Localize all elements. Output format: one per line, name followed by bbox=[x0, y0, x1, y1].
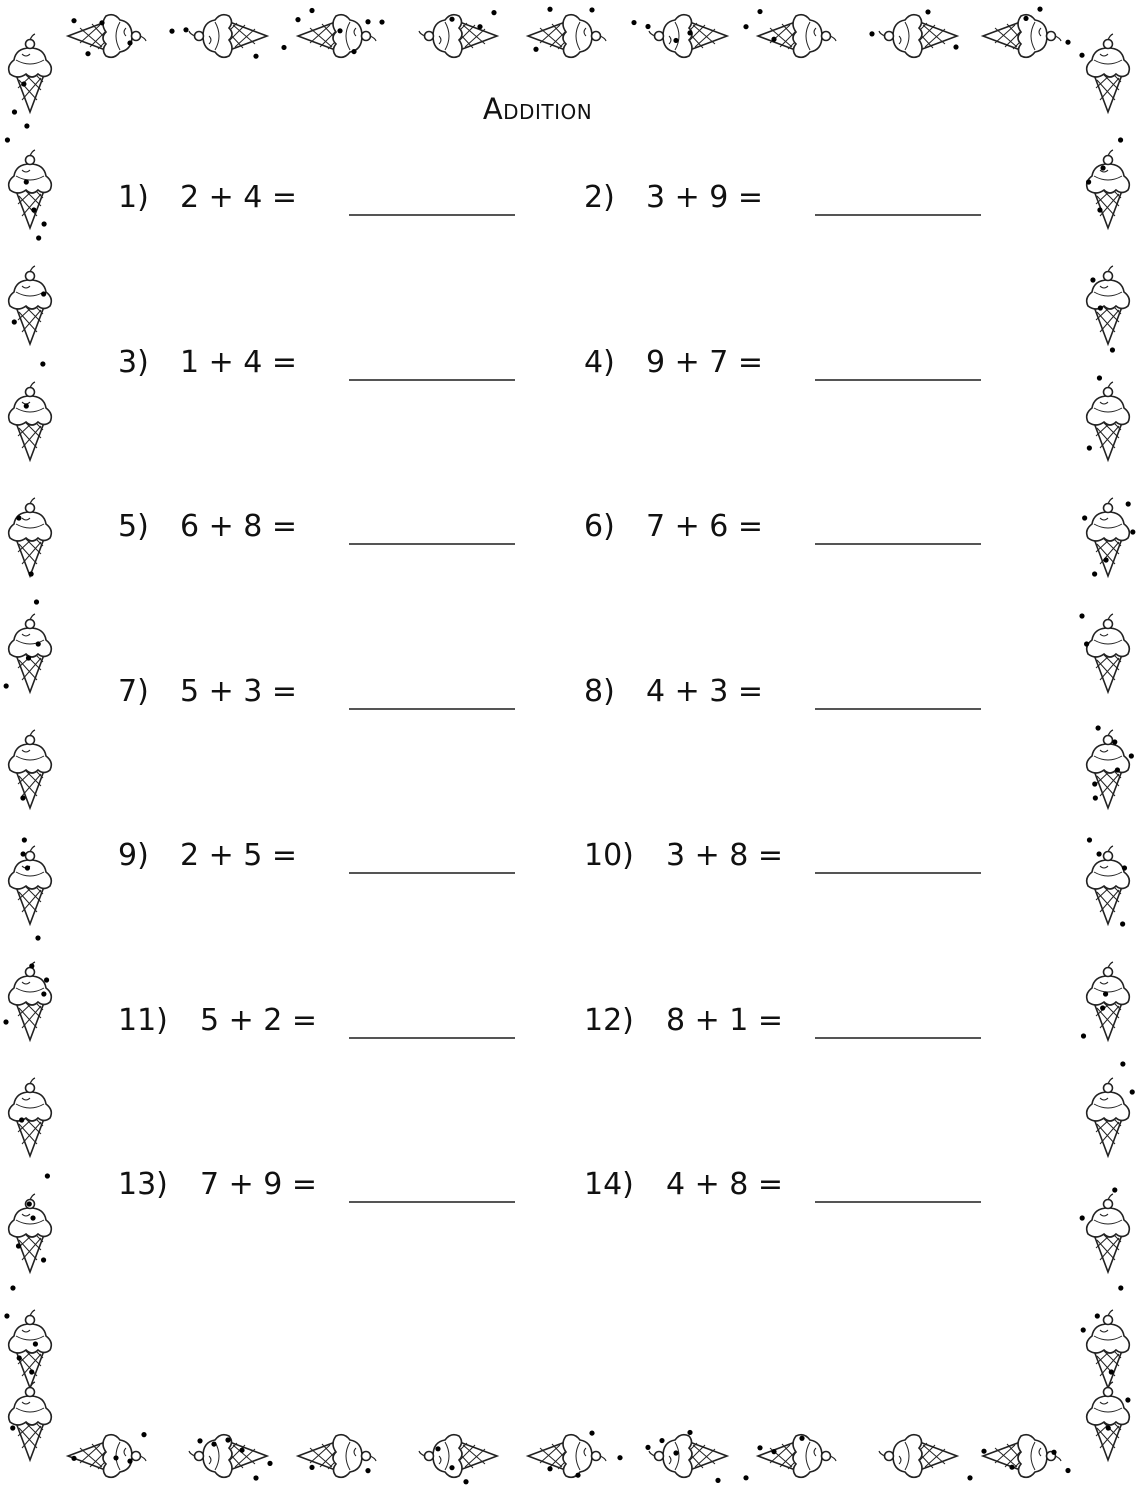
polka-dot bbox=[33, 1341, 38, 1346]
polka-dot bbox=[295, 17, 300, 22]
polka-dot bbox=[1130, 1089, 1135, 1094]
polka-dot bbox=[1100, 1005, 1105, 1010]
ice-cream-cone-icon bbox=[1087, 150, 1130, 228]
polka-dot bbox=[645, 24, 650, 29]
polka-dot bbox=[379, 19, 384, 24]
polka-dot bbox=[4, 1313, 9, 1318]
answer-blank[interactable] bbox=[349, 1037, 515, 1039]
polka-dot bbox=[1118, 137, 1123, 142]
polka-dot bbox=[5, 137, 10, 142]
polka-dot bbox=[1095, 1313, 1100, 1318]
polka-dot bbox=[1023, 16, 1028, 21]
problem-expression: 7 + 6 = bbox=[646, 509, 764, 544]
polka-dot bbox=[673, 1450, 678, 1455]
ice-cream-cone-icon bbox=[528, 15, 606, 58]
polka-dot bbox=[547, 1466, 552, 1471]
answer-blank[interactable] bbox=[349, 214, 515, 216]
ice-cream-cone-icon bbox=[298, 1435, 376, 1478]
answer-blank[interactable] bbox=[815, 872, 981, 874]
polka-dot bbox=[29, 1369, 34, 1374]
polka-dot bbox=[1082, 515, 1087, 520]
problem-number: 3) bbox=[118, 344, 149, 380]
polka-dot bbox=[1125, 1397, 1130, 1402]
polka-dot bbox=[12, 319, 17, 324]
ice-cream-cone-icon bbox=[298, 15, 376, 58]
polka-dot bbox=[1120, 1061, 1125, 1066]
ice-cream-cone-icon bbox=[879, 1435, 957, 1478]
polka-dot bbox=[967, 1475, 972, 1480]
polka-dot bbox=[3, 1019, 8, 1024]
polka-dot bbox=[351, 49, 356, 54]
polka-dot bbox=[41, 221, 46, 226]
problem-number: 14) bbox=[584, 1167, 634, 1202]
polka-dot bbox=[757, 9, 762, 14]
polka-dot bbox=[1096, 725, 1101, 730]
polka-dot bbox=[183, 27, 188, 32]
problem-number: 8) bbox=[584, 673, 615, 709]
polka-dot bbox=[1109, 1369, 1114, 1374]
polka-dot bbox=[1096, 851, 1101, 856]
polka-dot bbox=[10, 1425, 15, 1430]
polka-dot bbox=[26, 655, 31, 660]
polka-dot bbox=[45, 1173, 50, 1178]
polka-dot bbox=[10, 1285, 15, 1290]
polka-dot bbox=[463, 1479, 468, 1484]
ice-cream-cone-icon bbox=[1087, 1078, 1130, 1156]
polka-dot bbox=[659, 1438, 664, 1443]
answer-blank[interactable] bbox=[349, 1201, 515, 1203]
polka-dot bbox=[757, 1445, 762, 1450]
polka-dot bbox=[20, 795, 25, 800]
problem-expression: 2 + 5 = bbox=[180, 838, 298, 873]
polka-dot bbox=[1118, 1285, 1123, 1290]
polka-dot bbox=[41, 291, 46, 296]
polka-dot bbox=[449, 17, 454, 22]
polka-dot bbox=[1126, 501, 1131, 506]
ice-cream-cone-icon bbox=[649, 15, 727, 58]
polka-dot bbox=[1110, 347, 1115, 352]
polka-dot bbox=[85, 51, 90, 56]
polka-dot bbox=[113, 1455, 118, 1460]
problem-number: 6) bbox=[584, 509, 615, 544]
polka-dot bbox=[589, 7, 594, 12]
ice-cream-cone-icon bbox=[758, 1435, 836, 1478]
answer-blank[interactable] bbox=[349, 379, 515, 381]
answer-blank[interactable] bbox=[815, 708, 981, 710]
polka-dot bbox=[4, 683, 9, 688]
polka-dot bbox=[127, 40, 132, 45]
polka-dot bbox=[225, 1437, 230, 1442]
problem-number: 13) bbox=[118, 1167, 168, 1202]
polka-dot bbox=[24, 179, 29, 184]
polka-dot bbox=[1103, 557, 1108, 562]
polka-dot bbox=[1079, 613, 1084, 618]
polka-dot bbox=[1130, 529, 1135, 534]
polka-dot bbox=[743, 24, 748, 29]
polka-dot bbox=[253, 1475, 258, 1480]
polka-dot bbox=[337, 28, 342, 33]
polka-dot bbox=[1084, 641, 1089, 646]
problem-number: 1) bbox=[118, 180, 149, 215]
polka-dot bbox=[771, 37, 776, 42]
polka-dot bbox=[491, 10, 496, 15]
polka-dot bbox=[631, 20, 636, 25]
polka-dot bbox=[253, 54, 258, 59]
polka-dot bbox=[575, 1473, 580, 1478]
polka-dot bbox=[17, 1355, 22, 1360]
problem-number: 11) bbox=[118, 1002, 168, 1038]
polka-dot bbox=[1106, 1425, 1111, 1430]
polka-dot bbox=[1051, 1450, 1056, 1455]
problem-number: 12) bbox=[584, 1002, 634, 1038]
answer-blank[interactable] bbox=[815, 543, 981, 545]
polka-dot bbox=[1086, 179, 1091, 184]
ice-cream-cone-icon bbox=[1087, 614, 1130, 692]
polka-dot bbox=[71, 1456, 76, 1461]
ice-cream-cone-icon bbox=[419, 1435, 497, 1478]
ice-cream-cone-icon bbox=[983, 15, 1061, 58]
polka-dot bbox=[16, 515, 21, 520]
ice-cream-cone-icon bbox=[1087, 1310, 1130, 1388]
polka-dot bbox=[617, 1455, 622, 1460]
polka-dot bbox=[25, 865, 30, 870]
polka-dot bbox=[21, 851, 26, 856]
polka-dot bbox=[1081, 1327, 1086, 1332]
polka-dot bbox=[365, 1468, 370, 1473]
polka-dot bbox=[29, 963, 34, 968]
polka-dot bbox=[239, 1448, 244, 1453]
problem-expression: 4 + 8 = bbox=[666, 1167, 784, 1202]
problem-expression: 5 + 3 = bbox=[180, 673, 298, 709]
polka-dot bbox=[44, 977, 49, 982]
polka-dot bbox=[1087, 445, 1092, 450]
polka-dot bbox=[1092, 571, 1097, 576]
polka-dot bbox=[267, 1461, 272, 1466]
problem-expression: 3 + 9 = bbox=[646, 180, 764, 215]
polka-dot bbox=[435, 1446, 440, 1451]
polka-dot bbox=[36, 235, 41, 240]
polka-dot bbox=[1087, 837, 1092, 842]
polka-dot bbox=[36, 641, 41, 646]
problem-number: 5) bbox=[118, 509, 149, 544]
problem-number: 2) bbox=[584, 180, 615, 215]
problem-number: 10) bbox=[584, 838, 634, 873]
polka-dot bbox=[30, 1215, 35, 1220]
ice-cream-cone-icon bbox=[9, 846, 52, 924]
answer-blank[interactable] bbox=[349, 543, 515, 545]
polka-dot bbox=[211, 1441, 216, 1446]
ice-cream-cone-icon bbox=[1087, 382, 1130, 460]
ice-cream-cone-icon bbox=[68, 15, 146, 58]
polka-dot bbox=[34, 599, 39, 604]
ice-cream-cone-icon bbox=[9, 962, 52, 1040]
polka-dot bbox=[687, 1430, 692, 1435]
polka-dot bbox=[141, 1432, 146, 1437]
ice-cream-cone-icon bbox=[9, 382, 52, 460]
polka-dot bbox=[799, 1436, 804, 1441]
ice-cream-cone-icon bbox=[9, 1078, 52, 1156]
ice-cream-cone-icon bbox=[9, 498, 52, 576]
polka-dot bbox=[169, 28, 174, 33]
polka-dot bbox=[869, 31, 874, 36]
problem-expression: 6 + 8 = bbox=[180, 509, 298, 544]
ice-cream-cone-icon bbox=[1087, 1194, 1130, 1272]
polka-dot bbox=[673, 38, 678, 43]
polka-dot bbox=[29, 571, 34, 576]
polka-dot bbox=[1100, 165, 1105, 170]
problem-expression: 8 + 1 = bbox=[666, 1002, 784, 1038]
ice-cream-cone-icon bbox=[1087, 730, 1130, 808]
ice-cream-cone-icon bbox=[879, 15, 957, 58]
polka-dot bbox=[1098, 305, 1103, 310]
ice-cream-cone-icon bbox=[983, 1435, 1061, 1478]
polka-dot bbox=[953, 44, 958, 49]
polka-dot bbox=[1090, 277, 1095, 282]
polka-dot bbox=[981, 1449, 986, 1454]
ice-cream-cone-icon bbox=[758, 15, 836, 58]
polka-dot bbox=[1093, 795, 1098, 800]
polka-dot bbox=[22, 837, 27, 842]
polka-dot bbox=[715, 1478, 720, 1483]
polka-dot bbox=[309, 8, 314, 13]
problem-number: 7) bbox=[118, 673, 149, 709]
ice-cream-cone-icon bbox=[189, 15, 267, 58]
ice-cream-cone-icon bbox=[528, 1435, 606, 1478]
polka-dot bbox=[925, 9, 930, 14]
polka-dot bbox=[687, 30, 692, 35]
problem-expression: 7 + 9 = bbox=[200, 1167, 318, 1202]
polka-dot bbox=[743, 1475, 748, 1480]
polka-dot bbox=[477, 24, 482, 29]
problem-expression: 5 + 2 = bbox=[200, 1002, 318, 1038]
problem-expression: 4 + 3 = bbox=[646, 673, 764, 709]
answer-blank[interactable] bbox=[815, 214, 981, 216]
ice-cream-cone-icon bbox=[9, 150, 52, 228]
polka-dot bbox=[1009, 1465, 1014, 1470]
polka-dot bbox=[24, 403, 29, 408]
polka-dot bbox=[127, 1459, 132, 1464]
polka-dot bbox=[1112, 1187, 1117, 1192]
polka-dot bbox=[41, 1257, 46, 1262]
polka-dot bbox=[1037, 7, 1042, 12]
polka-dot bbox=[99, 20, 104, 25]
polka-dot bbox=[1081, 1033, 1086, 1038]
polka-dot bbox=[27, 1201, 32, 1206]
polka-dot bbox=[365, 19, 370, 24]
polka-dot bbox=[1129, 753, 1134, 758]
polka-dot bbox=[41, 991, 46, 996]
polka-dot bbox=[1065, 40, 1070, 45]
polka-dot bbox=[1080, 1215, 1085, 1220]
answer-blank[interactable] bbox=[349, 872, 515, 874]
polka-dot bbox=[197, 1438, 202, 1443]
polka-dot bbox=[1065, 1468, 1070, 1473]
polka-dot bbox=[31, 207, 36, 212]
ice-cream-cone-icon bbox=[9, 614, 52, 692]
polka-dot bbox=[35, 935, 40, 940]
ice-cream-cone-icon bbox=[9, 1382, 52, 1460]
polka-dot bbox=[1079, 53, 1084, 58]
polka-dot bbox=[71, 18, 76, 23]
problem-expression: 3 + 8 = bbox=[666, 838, 784, 873]
polka-dot bbox=[309, 1465, 314, 1470]
problem-number: 4) bbox=[584, 344, 615, 380]
ice-cream-cone-icon bbox=[1087, 1382, 1130, 1460]
polka-dot bbox=[1115, 767, 1120, 772]
ice-cream-cone-icon bbox=[419, 15, 497, 58]
polka-dot bbox=[449, 1465, 454, 1470]
polka-dot bbox=[281, 45, 286, 50]
polka-dot bbox=[40, 361, 45, 366]
polka-dot bbox=[589, 1430, 594, 1435]
problem-expression: 2 + 4 = bbox=[180, 180, 298, 215]
ice-cream-cone-icon bbox=[9, 266, 52, 344]
ice-cream-cone-icon bbox=[9, 1310, 52, 1388]
polka-dot bbox=[1092, 781, 1097, 786]
ice-cream-cone-icon bbox=[1087, 34, 1130, 112]
ice-cream-cone-icon bbox=[1087, 498, 1130, 576]
polka-dot bbox=[533, 47, 538, 52]
polka-dot bbox=[21, 81, 26, 86]
polka-dot bbox=[19, 1117, 24, 1122]
ice-cream-cone-icon bbox=[68, 1435, 146, 1478]
polka-dot bbox=[1097, 375, 1102, 380]
polka-dot bbox=[771, 1449, 776, 1454]
polka-dot bbox=[1120, 921, 1125, 926]
answer-blank[interactable] bbox=[815, 379, 981, 381]
polka-dot bbox=[1112, 739, 1117, 744]
worksheet-title: Addition bbox=[482, 92, 593, 126]
answer-blank[interactable] bbox=[815, 1201, 981, 1203]
polka-dot bbox=[1103, 991, 1108, 996]
answer-blank[interactable] bbox=[349, 708, 515, 710]
problem-number: 9) bbox=[118, 838, 149, 873]
polka-dot bbox=[1122, 865, 1127, 870]
ice-cream-cone-icon bbox=[9, 730, 52, 808]
polka-dot bbox=[16, 1243, 21, 1248]
ice-cream-cone-icon bbox=[1087, 962, 1130, 1040]
polka-dot bbox=[1097, 207, 1102, 212]
problem-expression: 1 + 4 = bbox=[180, 344, 298, 380]
polka-dot bbox=[645, 1445, 650, 1450]
problem-expression: 9 + 7 = bbox=[646, 344, 764, 380]
answer-blank[interactable] bbox=[815, 1037, 981, 1039]
polka-dot bbox=[547, 7, 552, 12]
ice-cream-cone-icon bbox=[1087, 846, 1130, 924]
